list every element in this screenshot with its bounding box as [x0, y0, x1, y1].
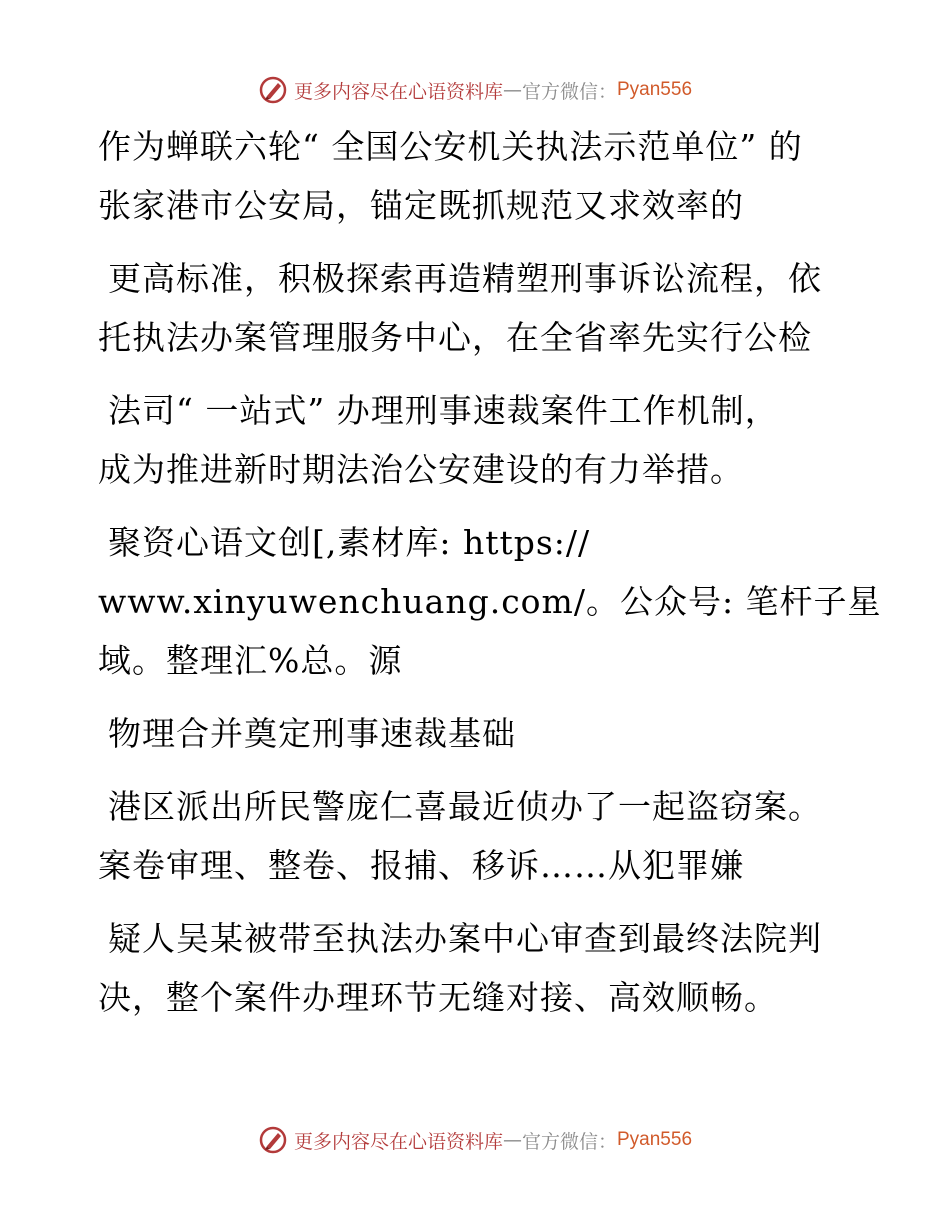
banner-separator: — — [502, 79, 522, 101]
text-line: 域。整理汇%总。源 — [98, 641, 403, 680]
banner-wechat-label: 官方微信： — [521, 1130, 617, 1153]
text-line: 法司“ 一站式” 办理刑事速裁案件工作机制， — [108, 391, 779, 430]
banner-wechat-label: 官方微信： — [521, 80, 617, 103]
text-line: 疑人吴某被带至执法办案中心审查到最终法院判 — [108, 919, 822, 958]
text-line: 作为蝉联六轮“ 全国公安机关执法示范单位” 的 — [98, 127, 803, 166]
text-line: 聚资心语文创[,素材库: https:// — [108, 523, 591, 562]
banner-site-text: 更多内容尽在心语资料库 — [293, 1130, 503, 1153]
footer-banner — [0, 1120, 950, 1160]
text-line: www.xinyuwenchuang.com/。公众号: 笔杆子星 — [98, 582, 882, 621]
text-line: 案卷审理、整卷、报捕、移诉……从犯罪嫌 — [98, 846, 744, 885]
text-line: 更高标准，积极探索再造精塑刑事诉讼流程，依 — [108, 259, 822, 298]
header-banner — [0, 70, 950, 110]
text-line: 港区派出所民警庞仁喜最近侦办了一起盗窃案。 — [108, 787, 822, 826]
text-line: 决，整个案件办理环节无缝对接、高效顺畅。 — [98, 978, 778, 1017]
banner-separator: — — [502, 1129, 522, 1151]
section-heading: 物理合并奠定刑事速裁基础 — [108, 714, 516, 753]
banner-wechat-id: Pyan556 — [617, 1129, 693, 1150]
text-line: 托执法办案管理服务中心，在全省率先实行公检 — [98, 318, 812, 357]
text-line: 成为推进新时期法治公安建设的有力举措。 — [98, 450, 744, 489]
banner-wechat-id: Pyan556 — [617, 79, 693, 100]
pen-logo-icon — [258, 75, 288, 105]
banner-site-text: 更多内容尽在心语资料库 — [293, 80, 503, 103]
pen-logo-icon — [258, 1125, 288, 1155]
text-line: 张家港市公安局，锚定既抓规范又求效率的 — [98, 186, 744, 225]
